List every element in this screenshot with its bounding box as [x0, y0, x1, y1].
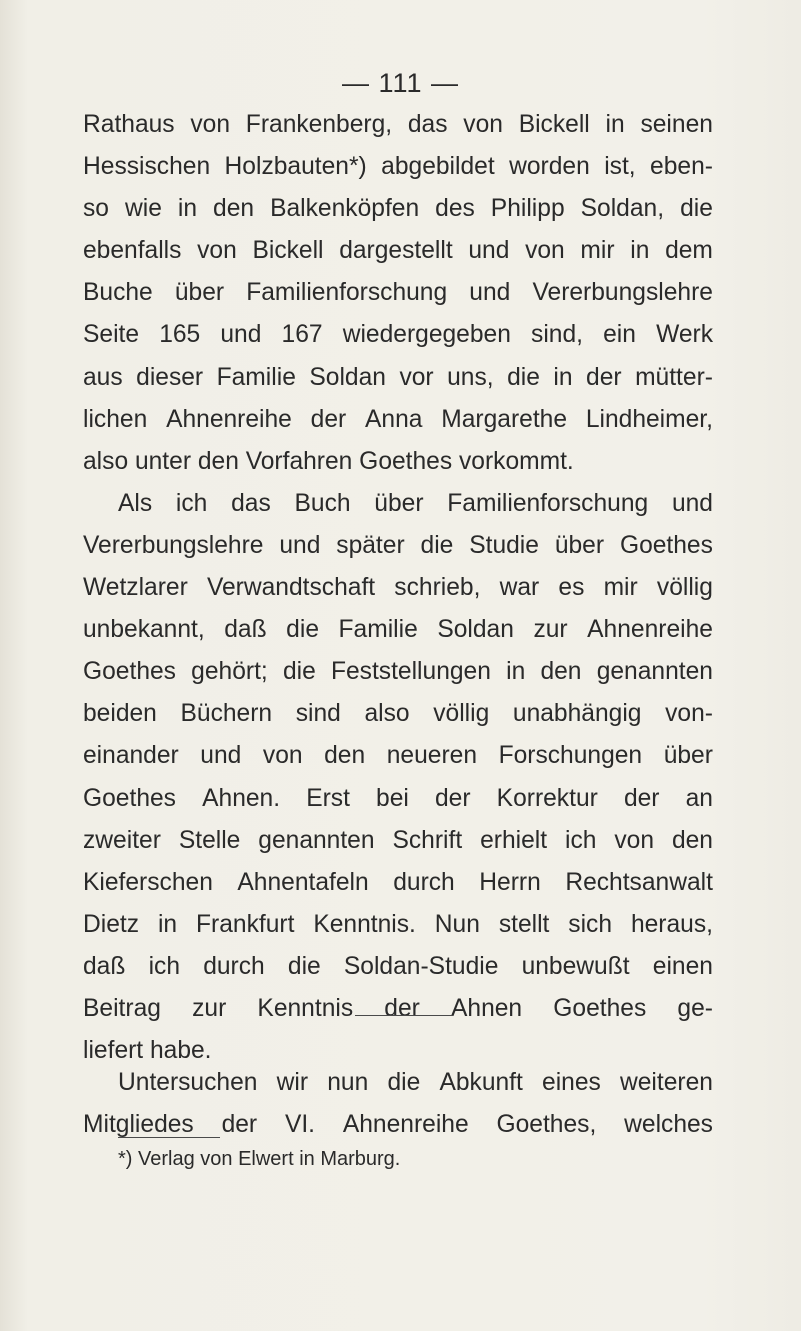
word: den [540, 658, 582, 686]
word: in [605, 111, 625, 138]
word: und [220, 321, 262, 349]
word: daß [224, 616, 267, 644]
word: über [663, 742, 713, 770]
word: in [177, 195, 198, 223]
word: erhielt [480, 826, 548, 854]
text-line [83, 188, 713, 230]
continuation-text-block [83, 1062, 713, 1146]
word: eines [542, 1069, 601, 1096]
word: Untersuchen [118, 1069, 258, 1096]
word: Herrn [479, 868, 541, 896]
word: den [213, 195, 255, 223]
footnote: *) Verlag von Elwert in Marburg. [118, 1148, 401, 1170]
text-line: liefert habe. [83, 1037, 212, 1065]
word: Goethes, [496, 1111, 597, 1139]
word: Schrift [392, 826, 463, 854]
word: wie [124, 195, 162, 223]
word: Holzbauten*) [224, 153, 367, 181]
text-line [83, 946, 713, 988]
word: der [384, 994, 420, 1022]
word: Soldan [437, 616, 514, 644]
word: abgebildet [381, 153, 495, 181]
word: Ahnenreihe [166, 405, 292, 433]
text-line [83, 399, 713, 441]
word: der [623, 784, 660, 812]
word: neueren [386, 742, 477, 770]
word: die [286, 616, 319, 644]
word: Ahnen [451, 994, 523, 1022]
word: Anna [365, 405, 423, 433]
word: Lindheimer, [585, 405, 713, 433]
text-line-paragraph-start [83, 483, 713, 525]
text-line [83, 735, 713, 777]
word: 167 [281, 321, 323, 349]
word: unbewußt [521, 952, 630, 980]
word: weiteren [619, 1069, 713, 1096]
word: welches [624, 1111, 713, 1139]
page-number: — 111 — [341, 68, 460, 98]
text-line [83, 778, 713, 820]
word: Kenntnis [257, 994, 354, 1022]
word: zur [192, 994, 227, 1022]
word: von [197, 237, 237, 265]
text-line [83, 230, 713, 272]
word: Nun [434, 910, 480, 938]
word: seinen [640, 111, 713, 138]
word: Rathaus [83, 111, 175, 138]
word: und [671, 489, 713, 517]
word: gehört; [191, 658, 268, 686]
word: so [83, 195, 109, 223]
word: Korrektur [496, 784, 598, 812]
word: Seite [83, 321, 140, 349]
word: von [190, 111, 231, 138]
word: Familie [216, 363, 296, 391]
word: und [469, 279, 511, 307]
word: die [282, 658, 316, 686]
word: Frankfurt [196, 910, 295, 938]
word: genannten [258, 826, 375, 854]
word: eben- [650, 153, 713, 181]
word: Soldan, [580, 195, 665, 223]
word: der [310, 405, 347, 433]
word: an [685, 784, 713, 812]
word: über [554, 531, 605, 559]
word: und [279, 531, 321, 559]
word: in [630, 237, 650, 265]
word: uns, [447, 363, 494, 391]
word: Bickell [252, 237, 324, 265]
word: und [468, 237, 510, 265]
word: Bickell [518, 111, 590, 138]
word: Kenntnis. [313, 910, 416, 938]
word: von [614, 826, 655, 854]
word: von- [665, 700, 713, 728]
word: den [324, 742, 366, 770]
word: unbekannt, [83, 616, 205, 644]
text-line [83, 1104, 713, 1146]
word: sind [295, 700, 341, 728]
word: Erst [306, 784, 350, 812]
word: Studie [469, 531, 539, 559]
word: die [420, 531, 454, 559]
word: Ahnenreihe [342, 1111, 469, 1139]
word: lichen [83, 405, 148, 433]
word: durch [203, 952, 265, 980]
word: Buch [294, 489, 351, 517]
text-line [83, 651, 713, 693]
word: des [435, 195, 475, 223]
word: die [287, 952, 321, 980]
word: Dietz [83, 910, 140, 938]
word: sich [568, 910, 613, 938]
word: die [387, 1069, 421, 1096]
footnote-rule [118, 1137, 220, 1138]
word: Forschungen [498, 742, 643, 770]
word: von [262, 742, 303, 770]
word: später [336, 531, 405, 559]
word: nun [327, 1069, 369, 1096]
word: worden [509, 153, 590, 181]
text-line [83, 693, 713, 735]
word: ein [603, 321, 636, 349]
word: Goethes [83, 784, 176, 812]
text-line: also unter den Vorfahren Goethes vorkommt. [83, 447, 574, 475]
word: in [506, 658, 526, 686]
word: Goethes [619, 531, 713, 559]
word: Rechtsanwalt [565, 868, 713, 896]
word: ich [148, 952, 181, 980]
word: Goethes [553, 994, 647, 1022]
word: VI. [284, 1111, 316, 1139]
word: Werk [656, 321, 713, 349]
text-line [83, 862, 713, 904]
word: völlig [656, 574, 713, 602]
word: wiedergegeben [342, 321, 511, 349]
text-line [83, 314, 713, 356]
word: mir [603, 574, 638, 602]
word: genannten [596, 658, 713, 686]
word: in [553, 363, 573, 391]
text-line [83, 104, 713, 146]
word: Margarethe [441, 405, 568, 433]
text-line [83, 146, 713, 188]
word: der [221, 1111, 258, 1139]
word: Feststellungen [330, 658, 491, 686]
word: ich [565, 826, 597, 854]
word: in [157, 910, 178, 938]
word: Philipp [490, 195, 565, 223]
word: beiden [83, 700, 157, 728]
word: der [586, 363, 622, 391]
word: zur [533, 616, 568, 644]
word: die [680, 195, 713, 223]
text-line [83, 904, 713, 946]
word: Buche [83, 279, 153, 307]
word: Abkunft [439, 1069, 523, 1096]
word: sind, [531, 321, 583, 349]
word: Familienforschung [246, 279, 448, 307]
word: stellt [498, 910, 550, 938]
word: ebenfalls [83, 237, 182, 265]
word: Vererbungslehre [532, 279, 713, 307]
word: Kieferschen [83, 868, 213, 896]
word: dargestellt [339, 237, 453, 265]
word: das [407, 111, 448, 138]
word: Soldan-Studie [343, 952, 499, 980]
word: Ahnentafeln [237, 868, 369, 896]
word: ich [175, 489, 208, 517]
word: über [174, 279, 225, 307]
word: von [525, 237, 565, 265]
word: also [364, 700, 410, 728]
word: vor [399, 363, 434, 391]
word: es [558, 574, 585, 602]
word: Balkenköpfen [270, 195, 420, 223]
word: völlig [433, 700, 490, 728]
word: Verwandtschaft [206, 574, 376, 602]
text-line [83, 567, 713, 609]
word: durch [393, 868, 455, 896]
word: Als [118, 489, 153, 517]
word: von [463, 111, 503, 138]
text-line [83, 609, 713, 651]
word: der [435, 784, 471, 812]
word: mütter- [635, 363, 713, 391]
word: Goethes [83, 658, 176, 686]
word: Ahnenreihe [587, 616, 713, 644]
text-line [83, 525, 713, 567]
word: heraus, [630, 910, 713, 938]
word: unabhängig [512, 700, 642, 728]
main-text-block [83, 104, 713, 1072]
word: dem [665, 237, 713, 265]
word: die [507, 363, 540, 391]
word: Ahnen. [202, 784, 281, 812]
word: 165 [159, 321, 201, 349]
word: Hessischen [83, 153, 211, 181]
word: war [499, 574, 540, 602]
word: schrieb, [394, 574, 481, 602]
word: Familienforschung [447, 489, 649, 517]
word: wir [276, 1069, 309, 1096]
text-line-paragraph-start [83, 1062, 713, 1104]
word: das [231, 489, 271, 517]
word: bei [376, 784, 409, 812]
word: Wetzlarer [83, 574, 188, 602]
word: einen [652, 952, 713, 980]
word: aus [83, 363, 123, 391]
word: daß [83, 952, 126, 980]
word: Vererbungslehre [83, 531, 264, 559]
word: den [671, 826, 713, 854]
word: zweiter [83, 826, 161, 854]
word: ge- [677, 994, 713, 1022]
word: Beitrag [83, 994, 161, 1022]
word: Mitgliedes [83, 1111, 194, 1139]
word: Stelle [178, 826, 241, 854]
word: einander [83, 742, 179, 770]
word: ist, [604, 153, 636, 181]
word: Büchern [180, 700, 273, 728]
text-line [83, 272, 713, 314]
word: über [374, 489, 424, 517]
section-separator [355, 1015, 453, 1016]
word: Familie [338, 616, 418, 644]
word: Soldan [309, 363, 386, 391]
word: Frankenberg, [245, 111, 393, 138]
word: mir [580, 237, 615, 265]
text-line [83, 357, 713, 399]
text-line [83, 988, 713, 1030]
word: und [200, 742, 242, 770]
word: dieser [136, 363, 204, 391]
text-line [83, 820, 713, 862]
